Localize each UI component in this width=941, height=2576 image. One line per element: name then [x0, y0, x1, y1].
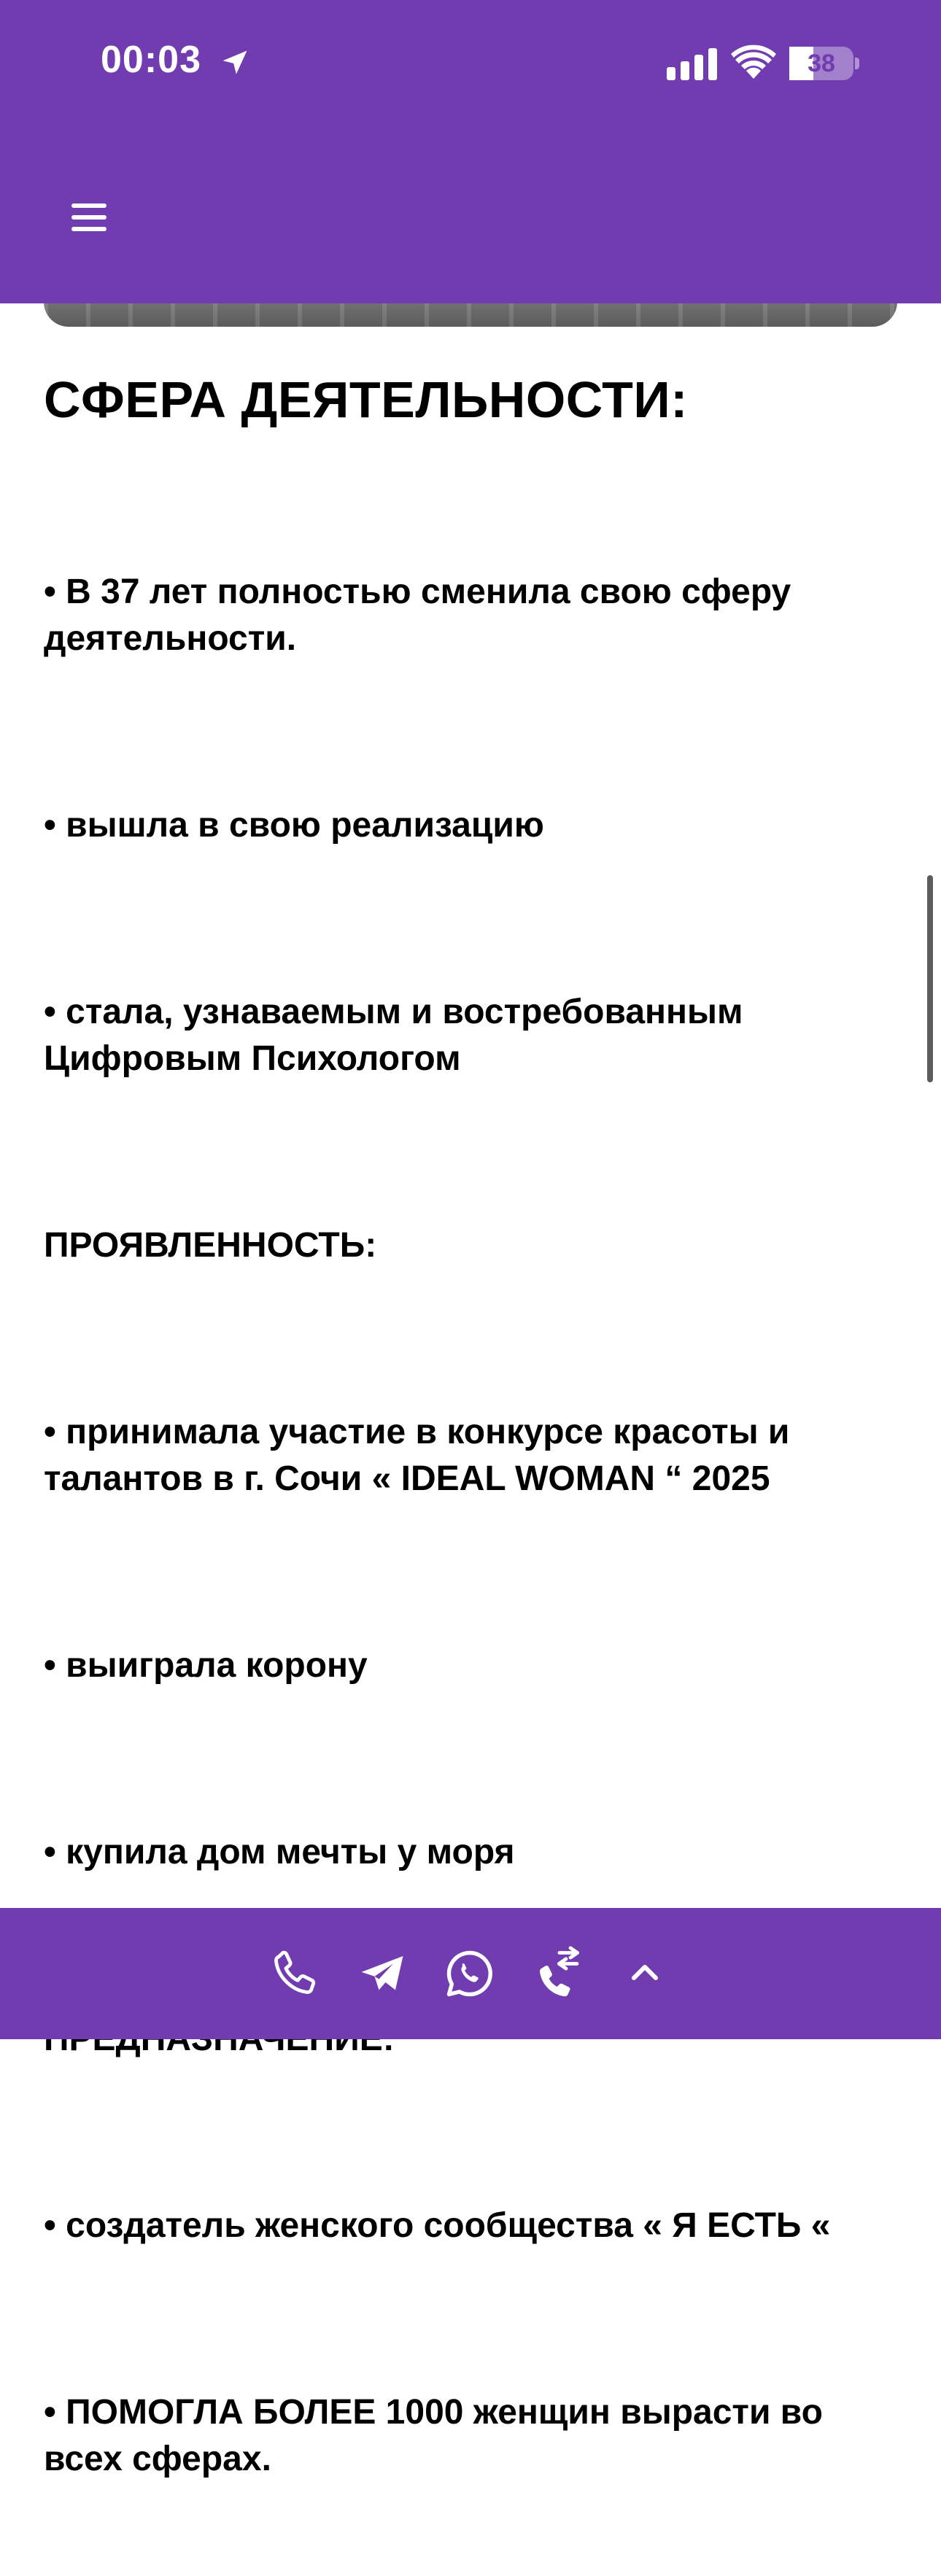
paragraph: • ПОМОГЛА БОЛЕЕ 1000 женщин вырасти во всех сферах. — [44, 2393, 833, 2478]
hamburger-menu-icon[interactable] — [71, 197, 112, 238]
scroll-up-icon[interactable] — [616, 1944, 674, 2003]
paragraph: • создатель женского сообщества « Я ЕСТЬ « — [44, 2206, 831, 2245]
battery-percent: 38 — [808, 50, 835, 77]
wifi-icon — [731, 44, 776, 79]
telegram-icon[interactable] — [353, 1944, 411, 2003]
battery-indicator — [789, 47, 859, 80]
whatsapp-icon[interactable] — [441, 1944, 499, 2003]
status-time: 00:03 — [101, 39, 201, 81]
cellular-signal-icon — [667, 48, 718, 80]
main-content — [44, 365, 905, 2576]
paragraph: • В 37 лет полностью сменила свою сферу деятельности. — [44, 573, 801, 658]
paragraph: • выиграла корону — [44, 1646, 368, 1685]
phone-icon[interactable] — [266, 1944, 324, 2003]
paragraph: • купила дом мечты у моря — [44, 1833, 515, 1871]
location-arrow-icon — [219, 47, 251, 79]
bottom-contact-bar — [0, 1908, 941, 2039]
paragraph: • вышла в свою реализацию — [44, 806, 544, 845]
achievements-text — [44, 476, 905, 2576]
paragraph: • стала, узнаваемым и востребованным Цифровым Психологом — [44, 993, 753, 1078]
section-title: СФЕРА ДЕЯТЕЛЬНОСТИ: — [44, 371, 688, 428]
callback-icon[interactable] — [528, 1944, 586, 2003]
scrollbar[interactable] — [927, 875, 933, 1082]
subheading-manifestation: ПРОЯВЛЕННОСТЬ: — [44, 1226, 377, 1265]
site-header — [0, 0, 941, 303]
paragraph: • принимала участие в конкурсе красоты и талантов в г. Сочи « IDEAL WOMAN “ 2025 — [44, 1413, 799, 1498]
